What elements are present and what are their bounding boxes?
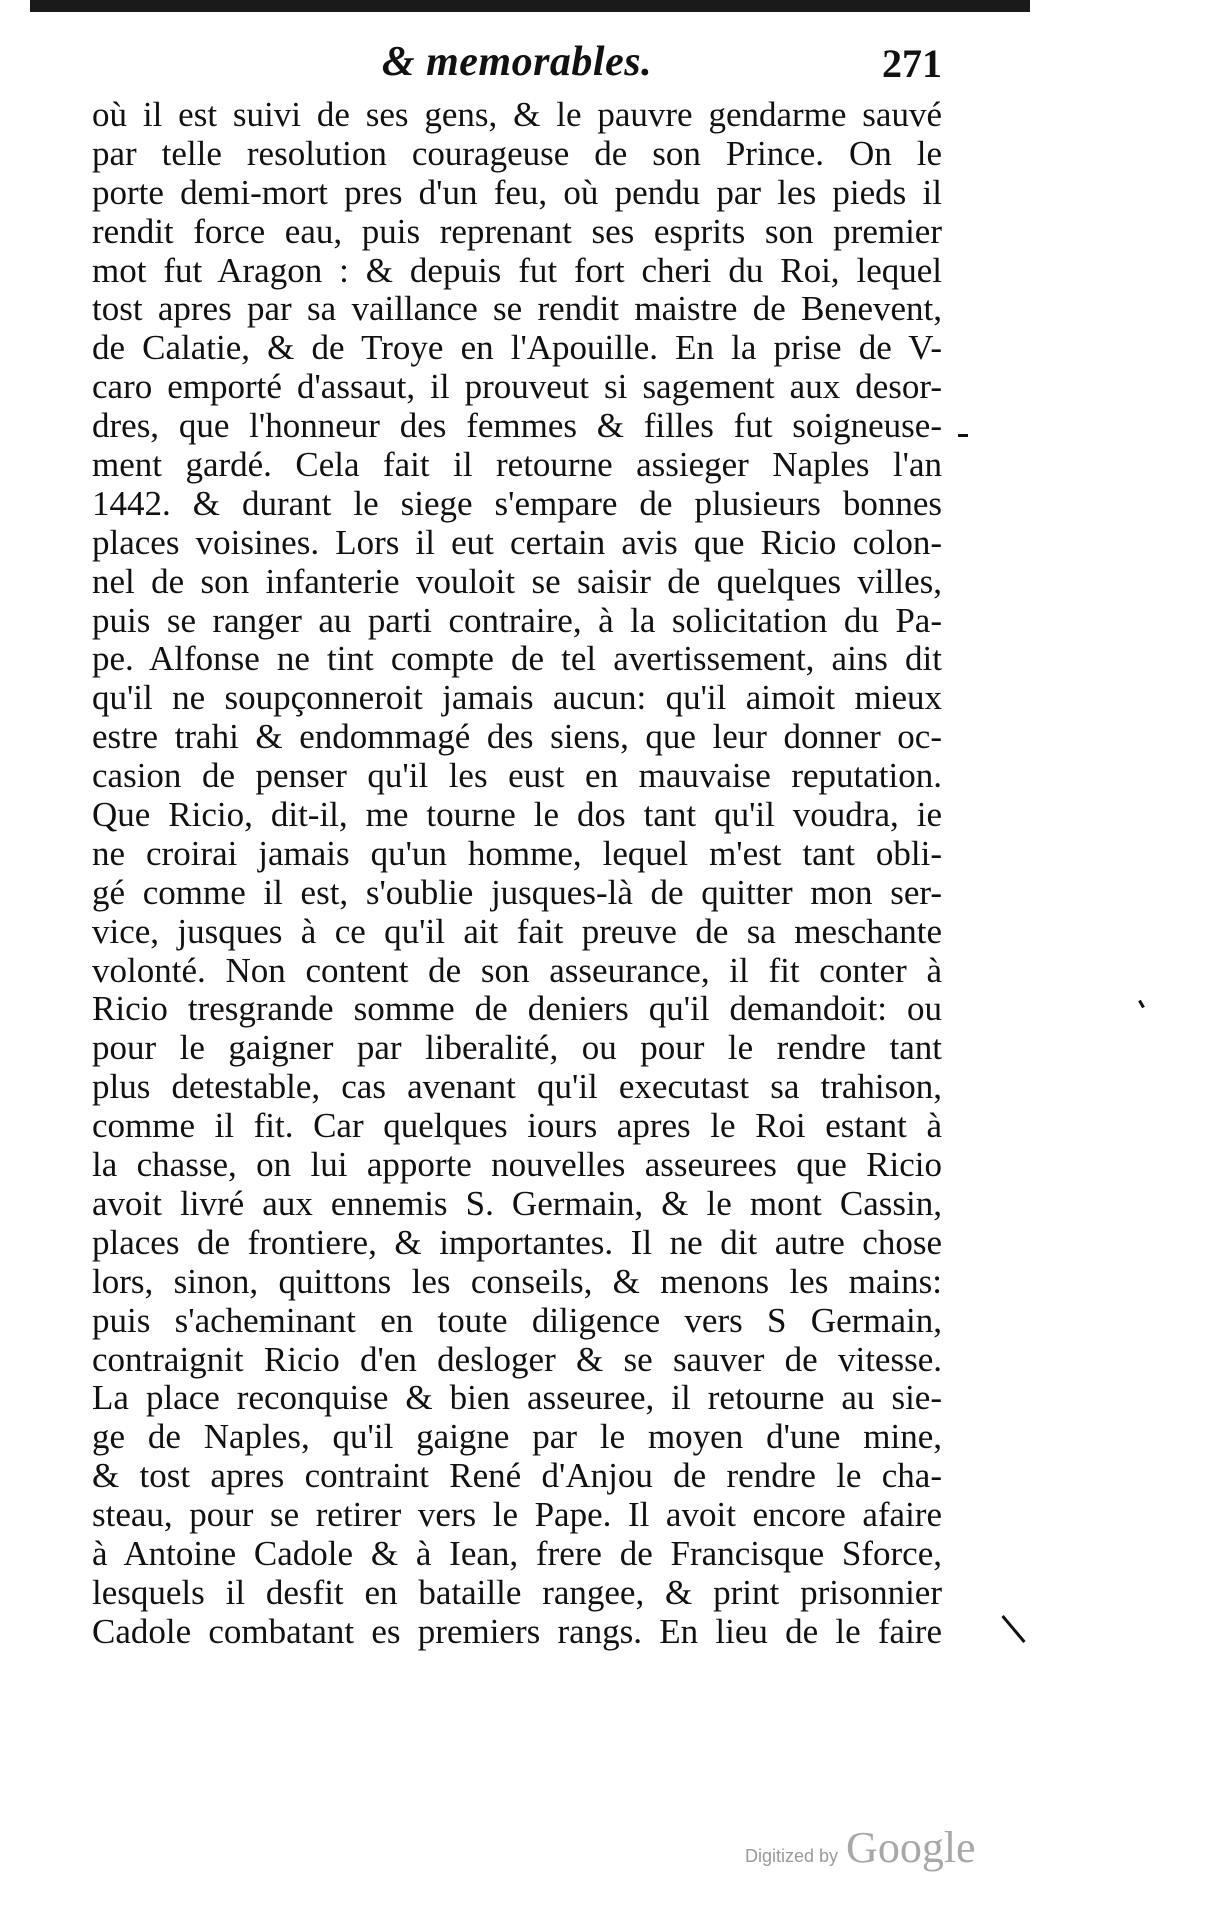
text-line: avoit livré aux ennemis S. Germain, & le mont Cassin, (92, 1183, 942, 1223)
text-line: 1442. & durant le siege s'empare de plusieurs bonnes (92, 483, 942, 523)
text-line: vice, jusques à ce qu'il ait fait preuve de sa meschante (92, 911, 942, 951)
text-line: plus detestable, cas avenant qu'il executast sa trahison, (92, 1067, 942, 1107)
text-line: caro emporté d'assaut, il prouveut si sagement aux desor- (92, 367, 942, 407)
text-line: où il est suivi de ses gens, & le pauvre gendarme sauvé (92, 95, 942, 134)
digitized-label: Digitized by (745, 1846, 839, 1866)
body-text (92, 96, 942, 1652)
margin-mark (1001, 1615, 1025, 1643)
text-line: comme il fit. Car quelques iours apres le Roi estant à (92, 1106, 942, 1146)
text-line: porte demi-mort pres d'un feu, où pendu par les pieds il (92, 172, 942, 212)
text-line: rendit force eau, puis reprenant ses esprits son premier (92, 211, 942, 251)
text-line: qu'il ne soupçonneroit jamais aucun: qu'il aimoit mieux (92, 678, 942, 718)
text-line: ne croirai jamais qu'un homme, lequel m'est tant obli- (92, 833, 942, 873)
text-line: à Antoine Cadole & à Iean, frere de Francisque Sforce, (92, 1533, 942, 1573)
google-logo: Google (846, 1823, 976, 1872)
text-line: volonté. Non content de son asseurance, il fit conter à (92, 950, 942, 990)
digitized-watermark (745, 1822, 976, 1873)
text-line: par telle resolution courageuse de son Prince. On le (92, 133, 942, 173)
text-line: puis se ranger au parti contraire, à la solicitation du Pa- (92, 600, 942, 640)
text-line: ge de Naples, qu'il gaigne par le moyen d'une mine, (92, 1417, 942, 1457)
text-line: de Calatie, & de Troye en l'Apouille. En la prise de V- (92, 328, 942, 368)
text-line: dres, que l'honneur des femmes & filles fut soigneuse- (92, 406, 942, 446)
text-line: La place reconquise & bien asseuree, il retourne au sie- (92, 1378, 942, 1418)
top-border-rule (30, 0, 1030, 12)
text-line: ment gardé. Cela fait il retourne assieger Naples l'an (92, 445, 942, 485)
text-line: steau, pour se retirer vers le Pape. Il avoit encore afaire (92, 1495, 942, 1535)
text-line: contraignit Ricio d'en desloger & se sauver de vitesse. (92, 1339, 942, 1379)
text-line: Cadole combatant es premiers rangs. En lieu de le faire (92, 1611, 942, 1651)
text-line: lesquels il desfit en bataille rangee, & print prisonnier (92, 1572, 942, 1612)
text-line: mot fut Aragon : & depuis fut fort cheri du Roi, lequel (92, 250, 942, 290)
running-title: & memorables. (381, 39, 653, 85)
text-line: puis s'acheminant en toute diligence vers S Germain, (92, 1300, 942, 1340)
margin-mark (958, 434, 968, 437)
text-line: gé comme il est, s'oublie jusques-là de quitter mon ser- (92, 872, 942, 912)
text-line: estre trahi & endommagé des siens, que leur donner oc- (92, 717, 942, 757)
text-line: & tost apres contraint René d'Anjou de rendre le cha- (92, 1456, 942, 1496)
text-line: casion de penser qu'il les eust en mauvaise reputation. (92, 756, 942, 796)
margin-mark (1138, 1000, 1145, 1008)
text-line: la chasse, on lui apporte nouvelles asseurees que Ricio (92, 1145, 942, 1185)
running-head (92, 38, 942, 96)
book-page (92, 38, 942, 1652)
text-line: places de frontiere, & importantes. Il ne dit autre chose (92, 1222, 942, 1262)
text-line: places voisines. Lors il eut certain avis que Ricio colon- (92, 522, 942, 562)
page-number: 271 (882, 41, 942, 86)
text-line: pe. Alfonse ne tint compte de tel avertissement, ains dit (92, 639, 942, 679)
text-line: tost apres par sa vaillance se rendit maistre de Benevent, (92, 289, 942, 329)
text-line: Ricio tresgrande somme de deniers qu'il demandoit: ou (92, 989, 942, 1029)
text-line: lors, sinon, quittons les conseils, & menons les mains: (92, 1261, 942, 1301)
text-line: pour le gaigner par liberalité, ou pour le rendre tant (92, 1028, 942, 1068)
text-line: Que Ricio, dit-il, me tourne le dos tant qu'il voudra, ie (92, 795, 942, 835)
text-line: nel de son infanterie vouloit se saisir de quelques villes, (92, 561, 942, 601)
